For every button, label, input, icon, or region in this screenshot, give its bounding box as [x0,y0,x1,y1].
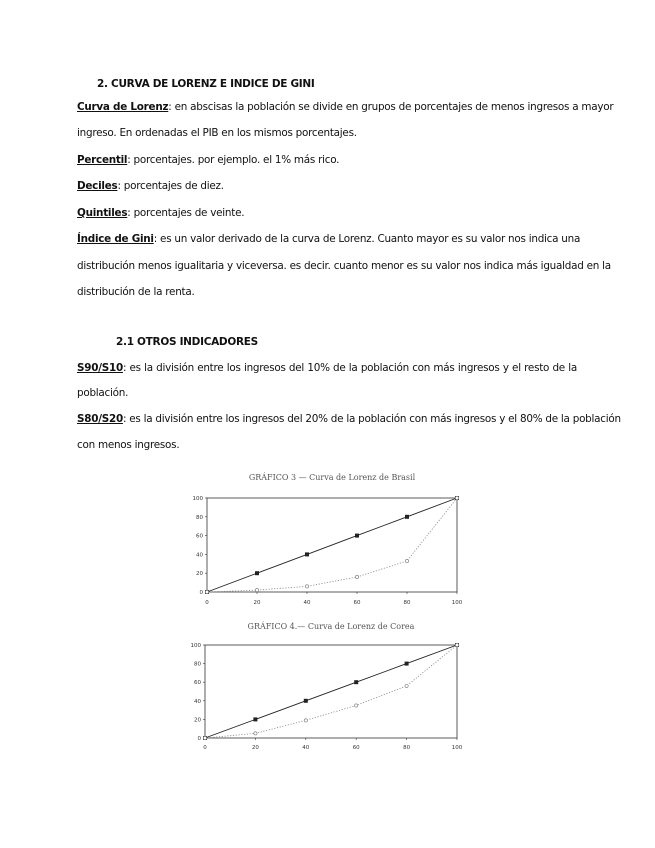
lorenz-point [455,496,458,499]
lorenz-point [305,585,308,588]
s80-term: S80/S20 [77,413,123,425]
lorenz-point [205,590,208,593]
lorenz-definition-line2: ingreso. En ordenadas el PIB en los mismos porcentajes. [77,127,357,139]
y-tick-label: 60 [194,680,201,687]
percentil-definition [77,154,577,166]
x-tick-label: 40 [302,745,310,751]
y-tick-label: 80 [196,514,203,521]
equality-point [405,662,409,666]
s90-definition-line2: población. [77,387,129,399]
x-tick-label: 40 [303,600,311,606]
lorenz-point [455,643,458,646]
chart-title: GRÁFICO 4.— Curva de Lorenz de Corea [247,622,415,631]
y-tick-label: 20 [196,571,203,578]
deciles-term: Deciles [77,180,118,192]
chart-brasil [185,468,475,610]
gini-definition-line3: distribución de la renta. [77,286,195,298]
s80-text-1: : es la división entre los ingresos del 20% de la población con más ingresos y el 80% de la población [122,413,621,425]
chart-corea [185,617,475,755]
y-tick-label: 100 [192,496,203,502]
s90-definition-line1 [77,362,577,374]
x-tick-label: 100 [451,600,463,606]
percentil-text: : porcentajes. por ejemplo. el 1% más rico. [127,154,340,166]
s90-term: S90/S10 [77,362,123,374]
y-tick-label: 20 [194,717,201,724]
equality-point [354,680,358,684]
y-tick-label: 0 [197,736,201,742]
quintiles-term: Quintiles [77,207,128,219]
lorenz-chart-corea [185,617,475,755]
s90-text-1: : es la división entre los ingresos del 10% de la población con más ingresos y el resto de la [122,362,577,374]
s80-definition-line2: con menos ingresos. [77,439,180,451]
lorenz-point [255,589,258,592]
gini-definition-line1 [77,233,581,245]
lorenz-point [355,704,358,707]
lorenz-chart-brasil [185,468,475,610]
equality-point [355,534,359,538]
equality-line [205,645,457,738]
x-tick-label: 80 [403,600,411,606]
y-tick-label: 80 [194,661,201,668]
deciles-text: : porcentajes de diez. [117,180,224,192]
quintiles-text: : porcentajes de veinte. [127,207,245,219]
lorenz-point [203,736,206,739]
x-tick-label: 20 [253,600,261,606]
x-tick-label: 0 [205,600,209,606]
x-tick-label: 20 [251,745,259,751]
quintiles-definition [77,207,577,219]
x-tick-label: 80 [403,745,411,751]
lorenz-point [355,575,358,578]
s80-definition-line1 [77,413,621,425]
section-heading: 2. CURVA DE LORENZ E INDICE DE GINI [97,78,315,90]
subsection-heading: 2.1 OTROS INDICADORES [116,336,258,348]
y-tick-label: 60 [196,533,203,540]
equality-point [255,571,259,575]
lorenz-point [405,559,408,562]
lorenz-term: Curva de Lorenz [77,101,169,113]
equality-point [253,717,257,721]
equality-point [405,515,409,519]
y-tick-label: 40 [194,698,201,705]
x-tick-label: 100 [451,745,463,751]
y-tick-label: 0 [199,590,203,596]
y-tick-label: 100 [190,643,201,649]
gini-text-1: : es un valor derivado de la curva de Lorenz. Cuanto mayor es su valor nos indica una [153,233,581,245]
chart-title: GRÁFICO 3 — Curva de Lorenz de Brasil [248,473,416,482]
gini-term: Índice de Gini [77,233,154,245]
deciles-definition [77,180,577,192]
lorenz-text-1: : en abscisas la población se divide en grupos de porcentajes de menos ingresos a mayor [168,101,614,113]
gini-definition-line2: distribución menos igualitaria y viceversa. es decir. cuanto menor es su valor nos indica más igualdad en la [77,260,611,272]
lorenz-point [254,732,257,735]
x-tick-label: 0 [203,745,207,751]
lorenz-point [405,684,408,687]
equality-point [305,552,309,556]
percentil-term: Percentil [77,154,128,166]
lorenz-point [304,719,307,722]
lorenz-definition-line1 [77,101,614,113]
equality-line [207,498,457,592]
x-tick-label: 60 [352,745,360,751]
x-tick-label: 60 [353,600,361,606]
y-tick-label: 40 [196,552,203,559]
equality-point [304,699,308,703]
